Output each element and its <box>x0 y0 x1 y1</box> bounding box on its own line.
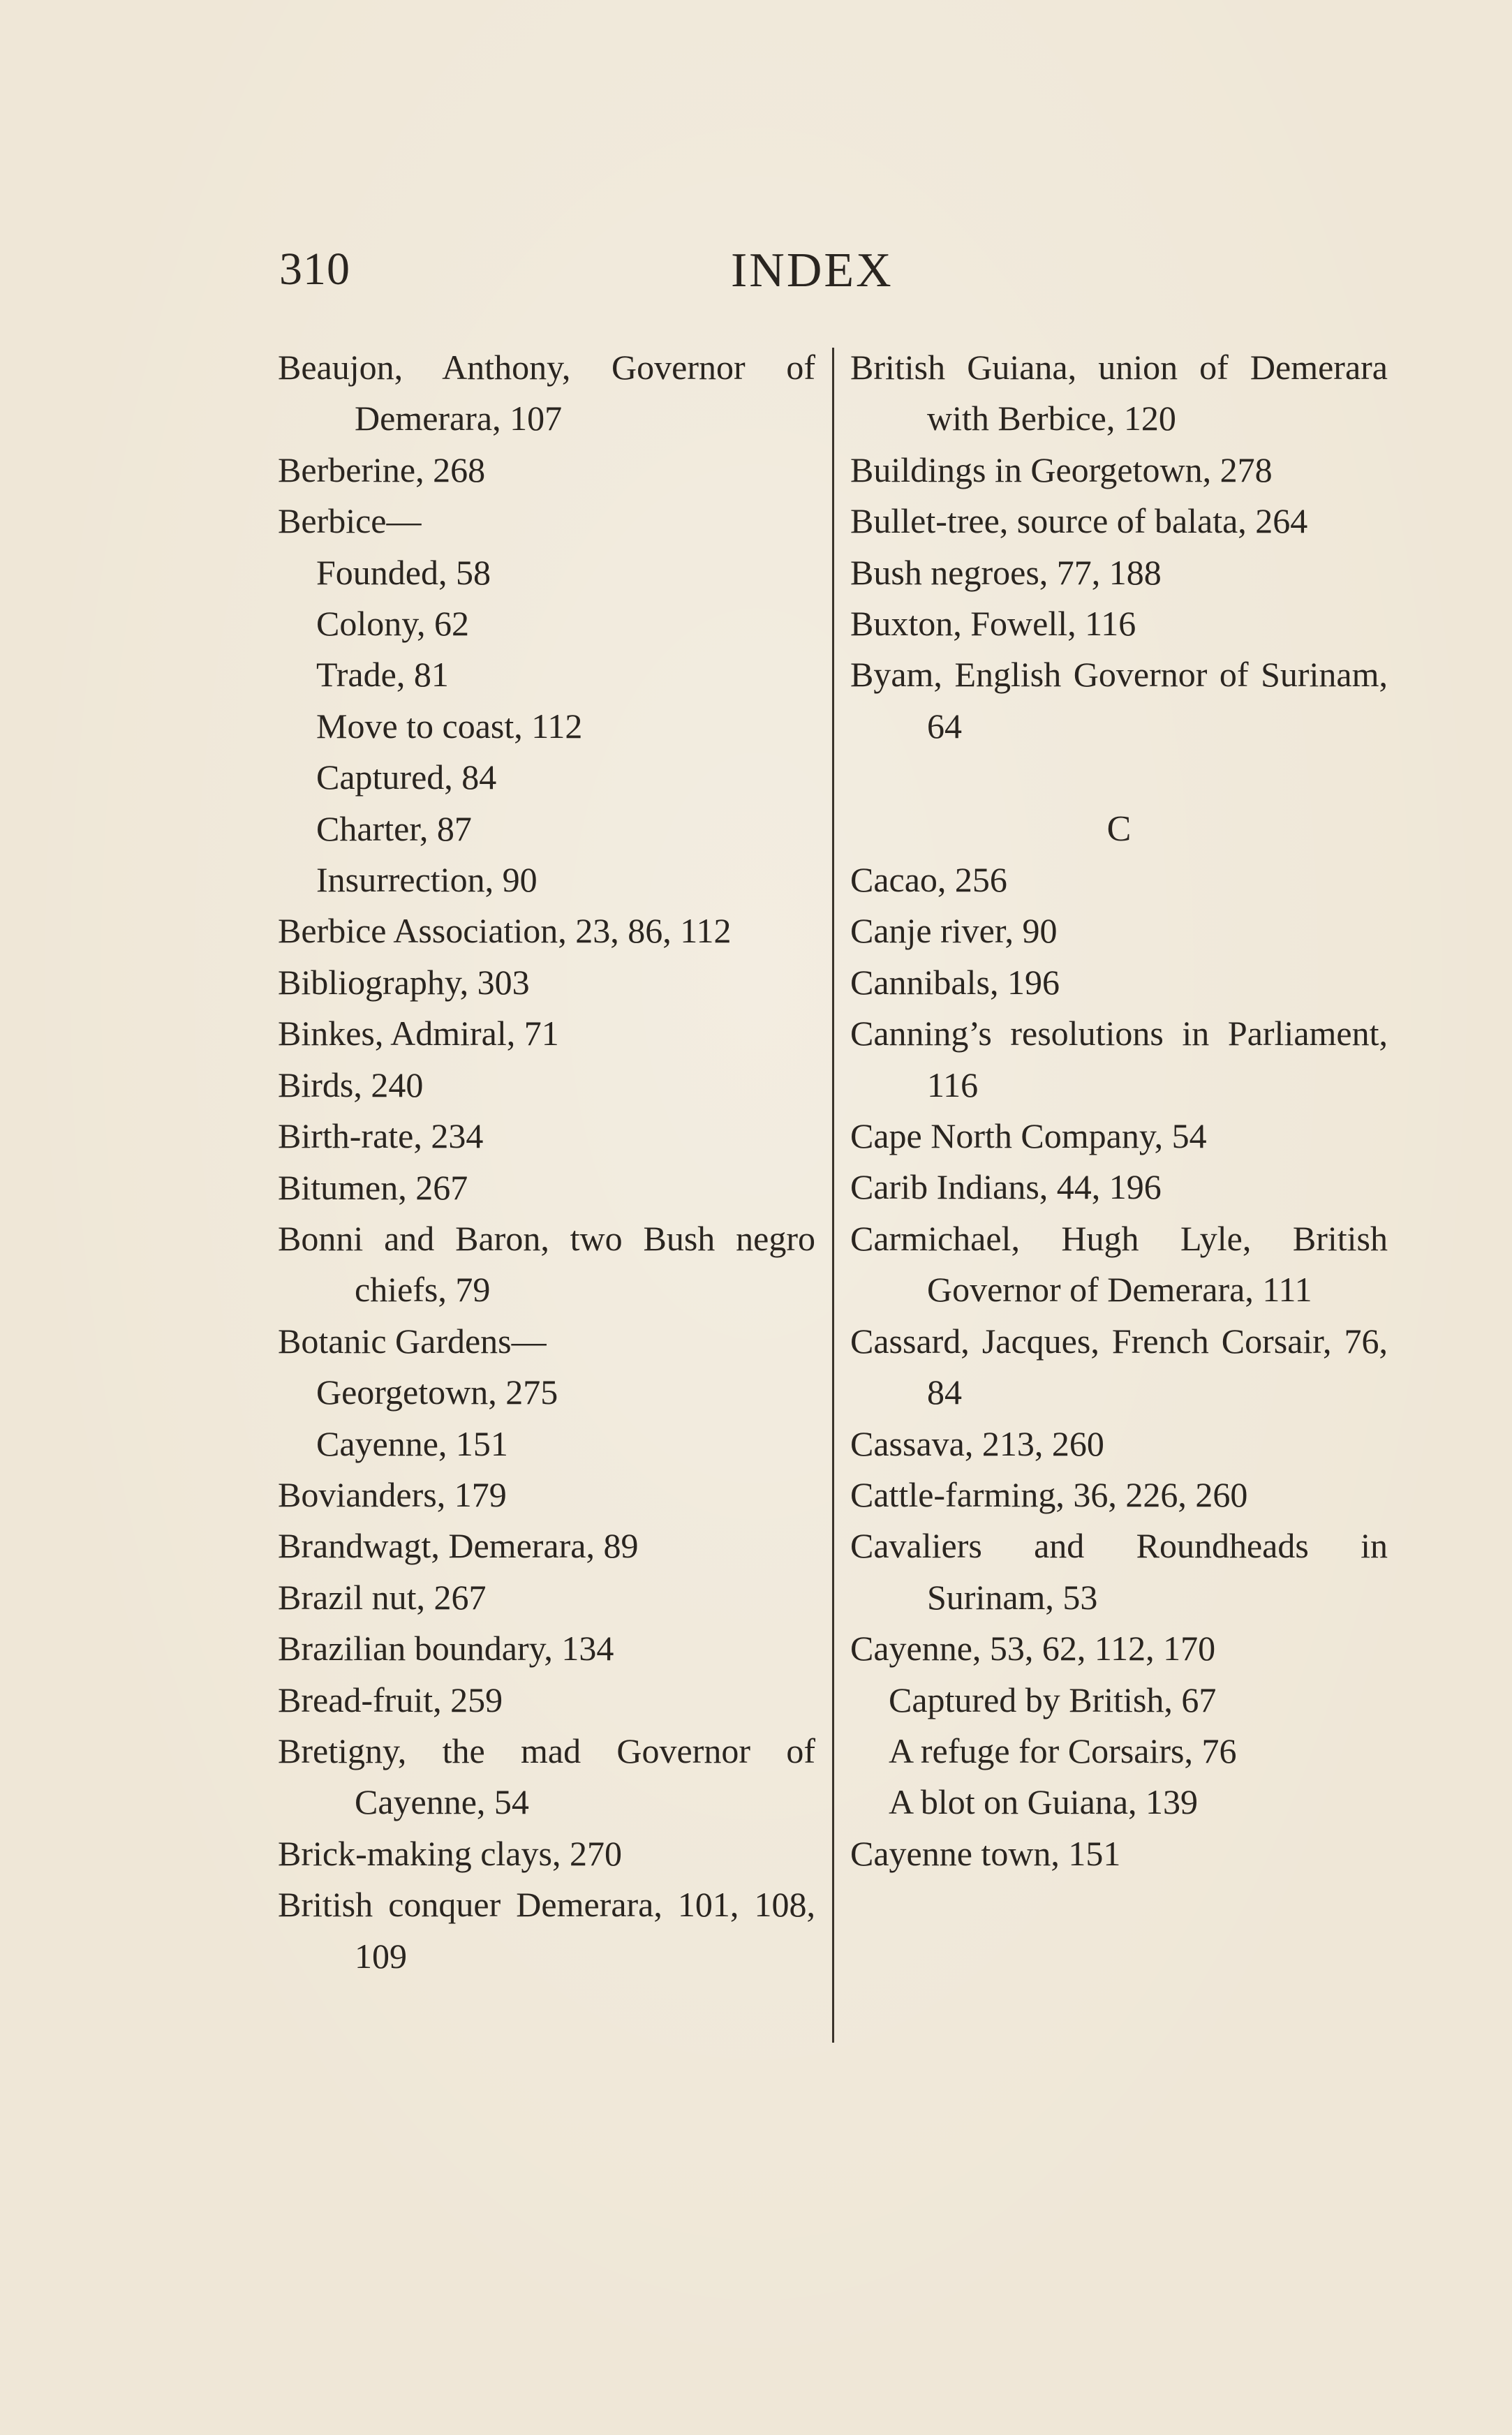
index-subentry <box>278 649 815 700</box>
index-entry-text: Bush negroes, 77, 188 <box>850 552 1162 592</box>
index-entry-text: Bibliography, 303 <box>278 962 530 1002</box>
index-entry-text: A refuge for Corsairs, 76 <box>889 1731 1237 1770</box>
index-entry-text: Berbice Association, 23, 86, 112 <box>278 911 732 951</box>
index-entry-text: Byam, English Governor of Surinam, 64 <box>850 655 1388 746</box>
index-entry-text: Berberine, 268 <box>278 450 486 489</box>
index-entry-text: Cavaliers and Roundheads in Surinam, 53 <box>850 1526 1388 1617</box>
index-entry-text: Bitumen, 267 <box>278 1167 468 1207</box>
index-entry <box>850 1520 1388 1623</box>
index-entry <box>278 1008 815 1059</box>
index-entry <box>278 1213 815 1316</box>
index-entry-text: Trade, 81 <box>316 655 449 695</box>
index-entry <box>278 1726 815 1828</box>
index-entry-text: Birds, 240 <box>278 1065 424 1104</box>
index-entry-text: British Guiana, union of Demerara with Berbice, 120 <box>850 348 1388 438</box>
index-entry-text: Cape North Company, 54 <box>850 1116 1207 1156</box>
index-entry-text: Carmichael, Hugh Lyle, British Governor of Demerara, 111 <box>850 1218 1388 1310</box>
index-entry-text: Berbice— <box>278 501 422 541</box>
index-entry-text: Canje river, 90 <box>850 911 1058 951</box>
index-entry-text: Buildings in Georgetown, 278 <box>850 450 1273 489</box>
index-entry-text: Beaujon, Anthony, Governor of Demerara, 107 <box>278 348 815 438</box>
index-entry <box>850 1213 1388 1316</box>
index-entry <box>850 1828 1388 1879</box>
index-subentry <box>278 752 815 803</box>
index-entry <box>850 342 1388 445</box>
index-entry <box>850 1008 1388 1111</box>
index-entry <box>278 1828 815 1879</box>
index-subentry <box>278 598 815 649</box>
index-entry <box>850 1111 1388 1162</box>
index-entry-text: Bonni and Baron, two Bush negro chiefs, 79 <box>278 1218 815 1310</box>
index-entry <box>850 957 1388 1008</box>
index-entry <box>850 1470 1388 1520</box>
index-entry <box>278 1060 815 1111</box>
index-entry <box>278 1572 815 1623</box>
page-title: INDEX <box>731 244 894 297</box>
index-entry-text: Cassard, Jacques, French Corsair, 76, 84 <box>850 1321 1388 1412</box>
index-entry-text: Carib Indians, 44, 196 <box>850 1167 1162 1207</box>
index-entry-text: Botanic Gardens— <box>278 1321 547 1361</box>
index-entry <box>278 1470 815 1520</box>
index-entry-text: British conquer Demerara, 101, 108, 109 <box>278 1885 815 1976</box>
index-entry <box>278 1623 815 1674</box>
index-entry <box>278 1111 815 1162</box>
index-entry <box>278 1316 815 1367</box>
index-entry <box>278 1675 815 1726</box>
index-entry <box>278 905 815 956</box>
index-entry-text: Charter, 87 <box>316 808 472 848</box>
index-entry <box>278 957 815 1008</box>
index-entry-text: Binkes, Admiral, 71 <box>278 1014 559 1053</box>
index-entry <box>278 1879 815 1982</box>
left-index-column <box>278 342 815 1982</box>
index-entry <box>278 445 815 496</box>
index-entry-text: A blot on Guiana, 139 <box>889 1782 1199 1822</box>
index-entry <box>278 496 815 547</box>
index-entry-text: Buxton, Fowell, 116 <box>850 604 1136 644</box>
index-subentry <box>278 1367 815 1418</box>
index-subentry <box>278 854 815 905</box>
index-subentry <box>278 547 815 598</box>
section-letter: C <box>1106 808 1132 849</box>
index-entry-text: Bread-fruit, 259 <box>278 1680 503 1719</box>
index-subentry <box>278 701 815 752</box>
index-entry-text: Cayenne, 53, 62, 112, 170 <box>850 1629 1216 1668</box>
index-entry <box>278 342 815 445</box>
right-index-column <box>850 342 1388 1879</box>
index-entry <box>850 445 1388 496</box>
index-entry-text: Move to coast, 112 <box>316 706 583 746</box>
index-entry <box>850 854 1388 905</box>
index-entry-text: Bullet-tree, source of balata, 264 <box>850 501 1308 541</box>
index-entry <box>850 649 1388 752</box>
index-entry-text: Brazil nut, 267 <box>278 1577 487 1617</box>
index-entry-text: Cannibals, 196 <box>850 962 1060 1002</box>
index-entry <box>850 1162 1388 1213</box>
column-divider <box>832 348 834 2043</box>
index-entry-text: Insurrection, 90 <box>316 860 538 900</box>
index-entry <box>850 598 1388 649</box>
index-entry-text: Cayenne town, 151 <box>850 1833 1121 1873</box>
index-entry-text: Cacao, 256 <box>850 860 1007 900</box>
index-entry-text: Brazilian boundary, 134 <box>278 1629 614 1668</box>
index-entry <box>850 496 1388 547</box>
index-subentry <box>850 1726 1388 1777</box>
index-entry-text: Founded, 58 <box>316 552 491 592</box>
index-entry <box>850 905 1388 956</box>
page-header <box>279 243 1396 306</box>
index-entry-text: Canning’s resolutions in Parliament, 116 <box>850 1014 1388 1104</box>
index-entry-text: Captured by British, 67 <box>889 1680 1217 1719</box>
index-entry-text: Cayenne, 151 <box>316 1423 508 1463</box>
index-subentry <box>278 1419 815 1470</box>
index-entry-text: Bretigny, the mad Governor of Cayenne, 54 <box>278 1731 815 1822</box>
index-entry <box>850 1623 1388 1674</box>
index-entry <box>278 1520 815 1571</box>
index-entry <box>278 1162 815 1213</box>
page-number: 310 <box>279 244 350 295</box>
index-entry-text: Birth-rate, 234 <box>278 1116 484 1156</box>
index-subentry <box>850 1675 1388 1726</box>
index-entry-text: Cattle-farming, 36, 226, 260 <box>850 1474 1248 1514</box>
index-entry-text: Brandwagt, Demerara, 89 <box>278 1526 639 1566</box>
index-entry <box>850 1419 1388 1470</box>
index-entry-text: Cassava, 213, 260 <box>850 1423 1104 1463</box>
index-entry-text: Bovianders, 179 <box>278 1474 507 1514</box>
index-subentry <box>850 1777 1388 1828</box>
index-entry-text: Captured, 84 <box>316 757 497 797</box>
index-entry <box>850 1316 1388 1419</box>
index-entry-text: Colony, 62 <box>316 604 469 644</box>
index-entry-text: Brick-making clays, 270 <box>278 1833 622 1873</box>
index-entry-text: Georgetown, 275 <box>316 1372 558 1412</box>
index-entry <box>850 547 1388 598</box>
index-subentry <box>278 804 815 854</box>
